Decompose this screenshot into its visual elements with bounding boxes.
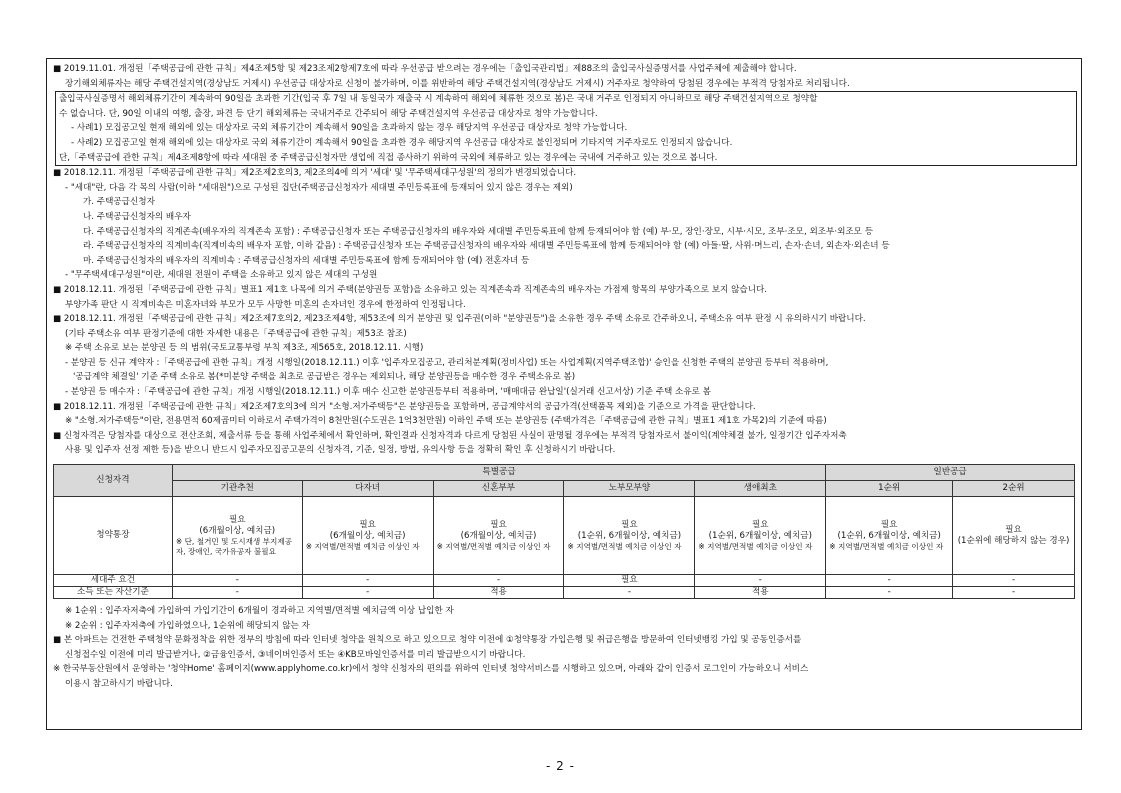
- notice-line: ■ 2018.12.11. 개정된「주택공급에 관한 규칙」제2조제7호의2, 제23조제4항, 제53조에 의거 분양권 및 입주권(이하 "분양권등")을 소유한 경우 주택 소유로 간주하오니, 주택소유 여부 판정 시 유의하시기 바랍니다.: [53, 314, 866, 325]
- cell-note: ※ 단, 철거민 및 도시재생 부지제공자, 장애인, 국가유공자 불필요: [175, 536, 293, 556]
- table-cell: -: [172, 575, 302, 587]
- table-cell: -: [172, 587, 302, 599]
- table-cell: -: [826, 575, 953, 587]
- notice-line: 부양가족 판단 시 직계비속은 미혼자녀와 부모가 모두 사망한 미혼의 손자녀인 경우에 한정하여 인정됩니다.: [65, 299, 466, 310]
- cell-note: ※ 지역별/면적별 예치금 이상인 자: [436, 541, 551, 551]
- table-cell: [564, 497, 695, 575]
- table-cell: [172, 497, 302, 575]
- notice-line: 나. 주택공급신청자의 배우자: [83, 211, 191, 222]
- notice-line: 가. 주택공급신청자: [83, 197, 155, 208]
- table-cell: 적용: [695, 587, 826, 599]
- table-cell: -: [953, 575, 1075, 587]
- table-row: [54, 587, 1075, 599]
- notice-line: '공급계약 체결일' 기준 주택 소유로 봄(*미분양 주택을 최초로 공급받은 경우는 제외되나, 해당 분양권등을 매수한 경우 주택소유로 봄): [73, 372, 576, 383]
- cell-main: 필요 (6개월이상, 예치금): [199, 514, 276, 536]
- notice-line: ■ 본 아파트는 건전한 주택청약 문화정착을 위한 정부의 방침에 따라 인터넷 청약을 원칙으로 하고 있으므로 청약 이전에 ①청약통장 가입은행 및 취급은행을 방문하여 인터넷뱅킹 가입 및 공동인증서를: [53, 635, 802, 646]
- cell-main: 필요 (6개월이상, 예치금): [329, 519, 406, 541]
- notice-line: 장기해외체류자는 해당 주택건설지역(경상남도 거제시) 우선공급 대상자로 신청이 불가하며, 이를 위반하여 해당 주택건설지역(경상남도 거제시) 거주자로 청약하여 당첨된 경우에는 부적격 당첨자로 처리됩니다.: [65, 78, 850, 89]
- notice-line: 라. 주택공급신청자의 직계비속(직계비속의 배우자 포함, 이하 같음) : 주택공급신청자 또는 주택공급신청자의 배우자와 세대별 주민등록표에 함께 등재되어야 함 (예) 아들·딸, 사위·며느리, 손자·손녀, 외손자·외손녀 등: [83, 241, 890, 252]
- row-label: 소득 또는 자산기준: [54, 587, 173, 599]
- header-col: 기관추천: [172, 481, 302, 497]
- header-col: 노부모부양: [564, 481, 695, 497]
- cell-main: 필요 (1순위, 6개월이상, 예치금): [577, 519, 682, 541]
- notice-line: ■ 2018.12.11. 개정된「주택공급에 관한 규칙」제2조제7호의3에 의거 "소형.저가주택등"은 분양권등을 포함하며, 공급계약서의 공급가격(선택품목 제외)을 기준으로 가격을 판단합니다.: [53, 401, 756, 412]
- table-cell: [826, 497, 953, 575]
- cell-note: ※ 지역별/면적별 예치금 이상인 자: [305, 541, 420, 551]
- cell-main: 필요 (1순위, 6개월이상, 예치금): [837, 519, 941, 541]
- notice-line: - "무주택세대구성원"이란, 세대원 전원이 주택을 소유하고 있지 않은 세대의 구성원: [65, 270, 378, 281]
- table-cell: -: [953, 587, 1075, 599]
- table-cell: [302, 497, 433, 575]
- table-cell: 적용: [433, 587, 564, 599]
- notice-line: ※ 한국부동산원에서 운영하는 '청약Home' 홈페이지(www.applyhome.co.kr)에서 청약 신청자의 편의를 위하여 인터넷 청약서비스를 시행하고 있으며, 아래와 같이 인증서 로그인이 가능하오니 서비스: [53, 664, 809, 675]
- notice-line: ■ 2019.11.01. 개정된「주택공급에 관한 규칙」제4조제5항 및 제23조제2항제7호에 따라 우선공급 받으려는 경우에는「출입국관리법」제88조의 출입국사실증명서를 사업주체에 제출해야 합니다.: [53, 64, 797, 74]
- table-cell: -: [695, 575, 826, 587]
- notice-line: (기타 주택소유 여부 판정기준에 대한 자세한 내용은「주택공급에 관한 규칙」제53조 참조): [65, 328, 407, 339]
- header-col: 신혼부부: [433, 481, 564, 497]
- overseas-stay-box: [55, 91, 1077, 166]
- notice-frame: [46, 58, 1082, 730]
- eligibility-table: [53, 464, 1075, 599]
- row-label: 세대주 요건: [54, 575, 173, 587]
- header-col: 1순위: [826, 481, 953, 497]
- notice-line: ■ 2018.12.11. 개정된「주택공급에 관한 규칙」별표1 제1호 나목에 의거 주택(분양권등 포함)을 소유하고 있는 직계존속과 직계존속의 배우자는 가점제 항목의 부양가족으로 보지 않습니다.: [53, 284, 768, 295]
- table-cell: -: [302, 587, 433, 599]
- table-cell: [953, 497, 1075, 575]
- cell-note: ※ 지역별/면적별 예치금 이상인 자: [698, 541, 813, 551]
- header-special-supply: 특별공급: [172, 465, 825, 481]
- notice-line: 신청접수일 이전에 미리 발급받거나, ②금융인증서, ③네이버인증서 또는 ④KB모바일인증서를 미리 발급받으시기 바랍니다.: [65, 649, 526, 660]
- notice-line: - 분양권 등 신규 계약자 :「주택공급에 관한 규칙」개정 시행일(2018.12.11.) 이후 '입주자모집공고, 관리처분계획(정비사업) 또는 사업계획(지역주택조합)' 승인을 신청한 주택의 분양권 등부터 적용하며,: [65, 357, 829, 368]
- notice-line: - "세대"란, 다음 각 목의 사람(이하 "세대원")으로 구성된 집단(주택공급신청자가 세대별 주민등록표에 등재되어 있지 않은 경우는 제외): [65, 182, 573, 193]
- notice-line: ■ 신청자격은 당첨자를 대상으로 전산조회, 제출서류 등을 통해 사업주체에서 확인하며, 확인결과 신청자격과 다르게 당첨된 사실이 판명될 경우에는 부적격 당첨자로서 불이익(계약체결 불가, 일정기간 입주자저축: [53, 430, 847, 441]
- cell-main: 필요 (6개월이상, 예치금): [460, 519, 537, 541]
- box-line: - 사례1) 모집공고일 현재 해외에 있는 대상자로 국외 체류기간이 계속해서 90일을 초과하지 않는 경우 해당지역 우선공급 대상자로 청약 가능합니다.: [71, 123, 628, 134]
- table-cell: [695, 497, 826, 575]
- box-line: - 사례2) 모집공고일 현재 해외에 있는 대상자로 국외 체류기간이 계속해서 90일을 초과한 경우 해당지역 우선공급 대상자로 불인정되며 기타지역 거주자로도 인정되지 않습니다.: [71, 137, 733, 148]
- table-cell: -: [564, 587, 695, 599]
- header-col: 2순위: [953, 481, 1075, 497]
- header-eligibility: 신청자격: [54, 465, 173, 497]
- notice-line: 이용시 참고하시기 바랍니다.: [65, 679, 173, 689]
- table-row: [54, 575, 1075, 587]
- cell-main: 필요 (1순위, 6개월이상, 예치금): [708, 519, 812, 541]
- table-cell: 필요: [564, 575, 695, 587]
- header-col: 생애최초: [695, 481, 826, 497]
- row-label: 청약통장: [54, 497, 173, 575]
- notice-line: 마. 주택공급신청자의 배우자의 직계비속 : 주택공급신청자의 세대별 주민등록표에 함께 등재되어야 함 (예) 전혼자녀 등: [83, 255, 530, 266]
- table-cell: -: [302, 575, 433, 587]
- table-cell: -: [826, 587, 953, 599]
- notice-line: ※ 주택 소유로 보는 분양권 등 의 범위(국토교통부령 부칙 제3조, 제565호, 2018.12.11. 시행): [65, 343, 424, 354]
- notice-line: ■ 2018.12.11. 개정된「주택공급에 관한 규칙」제2조제2호의3, 제2조의4에 의거 '세대' 및 '무주택세대구성원'의 정의가 변경되었습니다.: [53, 168, 577, 179]
- header-general-supply: 일반공급: [826, 465, 1075, 481]
- cell-main: 필요 (1순위에 해당하지 않는 경우): [957, 524, 1070, 546]
- notice-line: 다. 주택공급신청자의 직계존속(배우자의 직계존속 포함) : 주택공급신청자 또는 주택공급신청자의 배우자와 세대별 주민등록표에 함께 등재되어야 함 (예) 부·모, 장인·장모, 시부·시모, 조부·조모, 외조부·외조모 등: [83, 226, 874, 237]
- box-line: 단,「주택공급에 관한 규칙」제4조제8항에 따라 세대원 중 주택공급신청자만 생업에 직접 종사하기 위하여 국외에 체류하고 있는 경우에는 국내에 거주하고 있는 것으로 봅니다.: [59, 152, 718, 163]
- notice-line: ※ 1순위 : 입주자저축에 가입하여 가입기간이 6개월이 경과하고 지역별/면적별 예치금액 이상 납입한 자: [65, 606, 454, 617]
- notice-line: - 분양권 등 매수자 :「주택공급에 관한 규칙」개정 시행일(2018.12.11.) 이후 매수 신고한 분양권등부터 적용하며, '매매대금 완납일'(실거래 신고서상) 기준 주택 소유로 봄: [65, 387, 711, 398]
- notice-line: 사용 및 입주자 선정 제한 등)을 받으니 반드시 입주자모집공고문의 신청자격, 기준, 일정, 방법, 유의사항 등을 정확히 확인 후 신청하시기 바랍니다.: [65, 445, 616, 456]
- page-number: - 2 -: [546, 759, 575, 773]
- cell-note: ※ 지역별/면적별 예치금 이상인 자: [567, 541, 682, 551]
- header-col: 다자녀: [302, 481, 433, 497]
- notice-line: ※ "소형.저가주택등"이란, 전용면적 60제곱미터 이하로서 주택가격이 8천만원(수도권은 1억3천만원) 이하인 주택 또는 분양권등 (주택가격은「주택공급에 관한 규칙」별표1 제1호 가목2)의 기준에 따름): [65, 416, 827, 427]
- box-line: 출입국사실증명서 해외체류기간이 계속하여 90일을 초과한 기간(입국 후 7일 내 동일국가 재출국 시 계속하여 해외에 체류한 것으로 봄)은 국내 거주로 인정되지 아니하므로 해당 주택건설지역으로 청약할: [59, 94, 818, 105]
- box-line: 수 없습니다. 단, 90일 이내의 여행, 출장, 파견 등 단기 해외체류는 국내거주로 간주되어 해당 주택건설지역 우선공급 대상자로 청약 가능합니다.: [59, 108, 598, 119]
- notice-line: ※ 2순위 : 입주자저축에 가입하였으나, 1순위에 해당되지 않는 자: [65, 620, 310, 631]
- table-cell: -: [433, 575, 564, 587]
- table-row: [54, 497, 1075, 575]
- cell-note: ※ 지역별/면적별 예치금 이상인 자: [829, 541, 944, 551]
- table-cell: [433, 497, 564, 575]
